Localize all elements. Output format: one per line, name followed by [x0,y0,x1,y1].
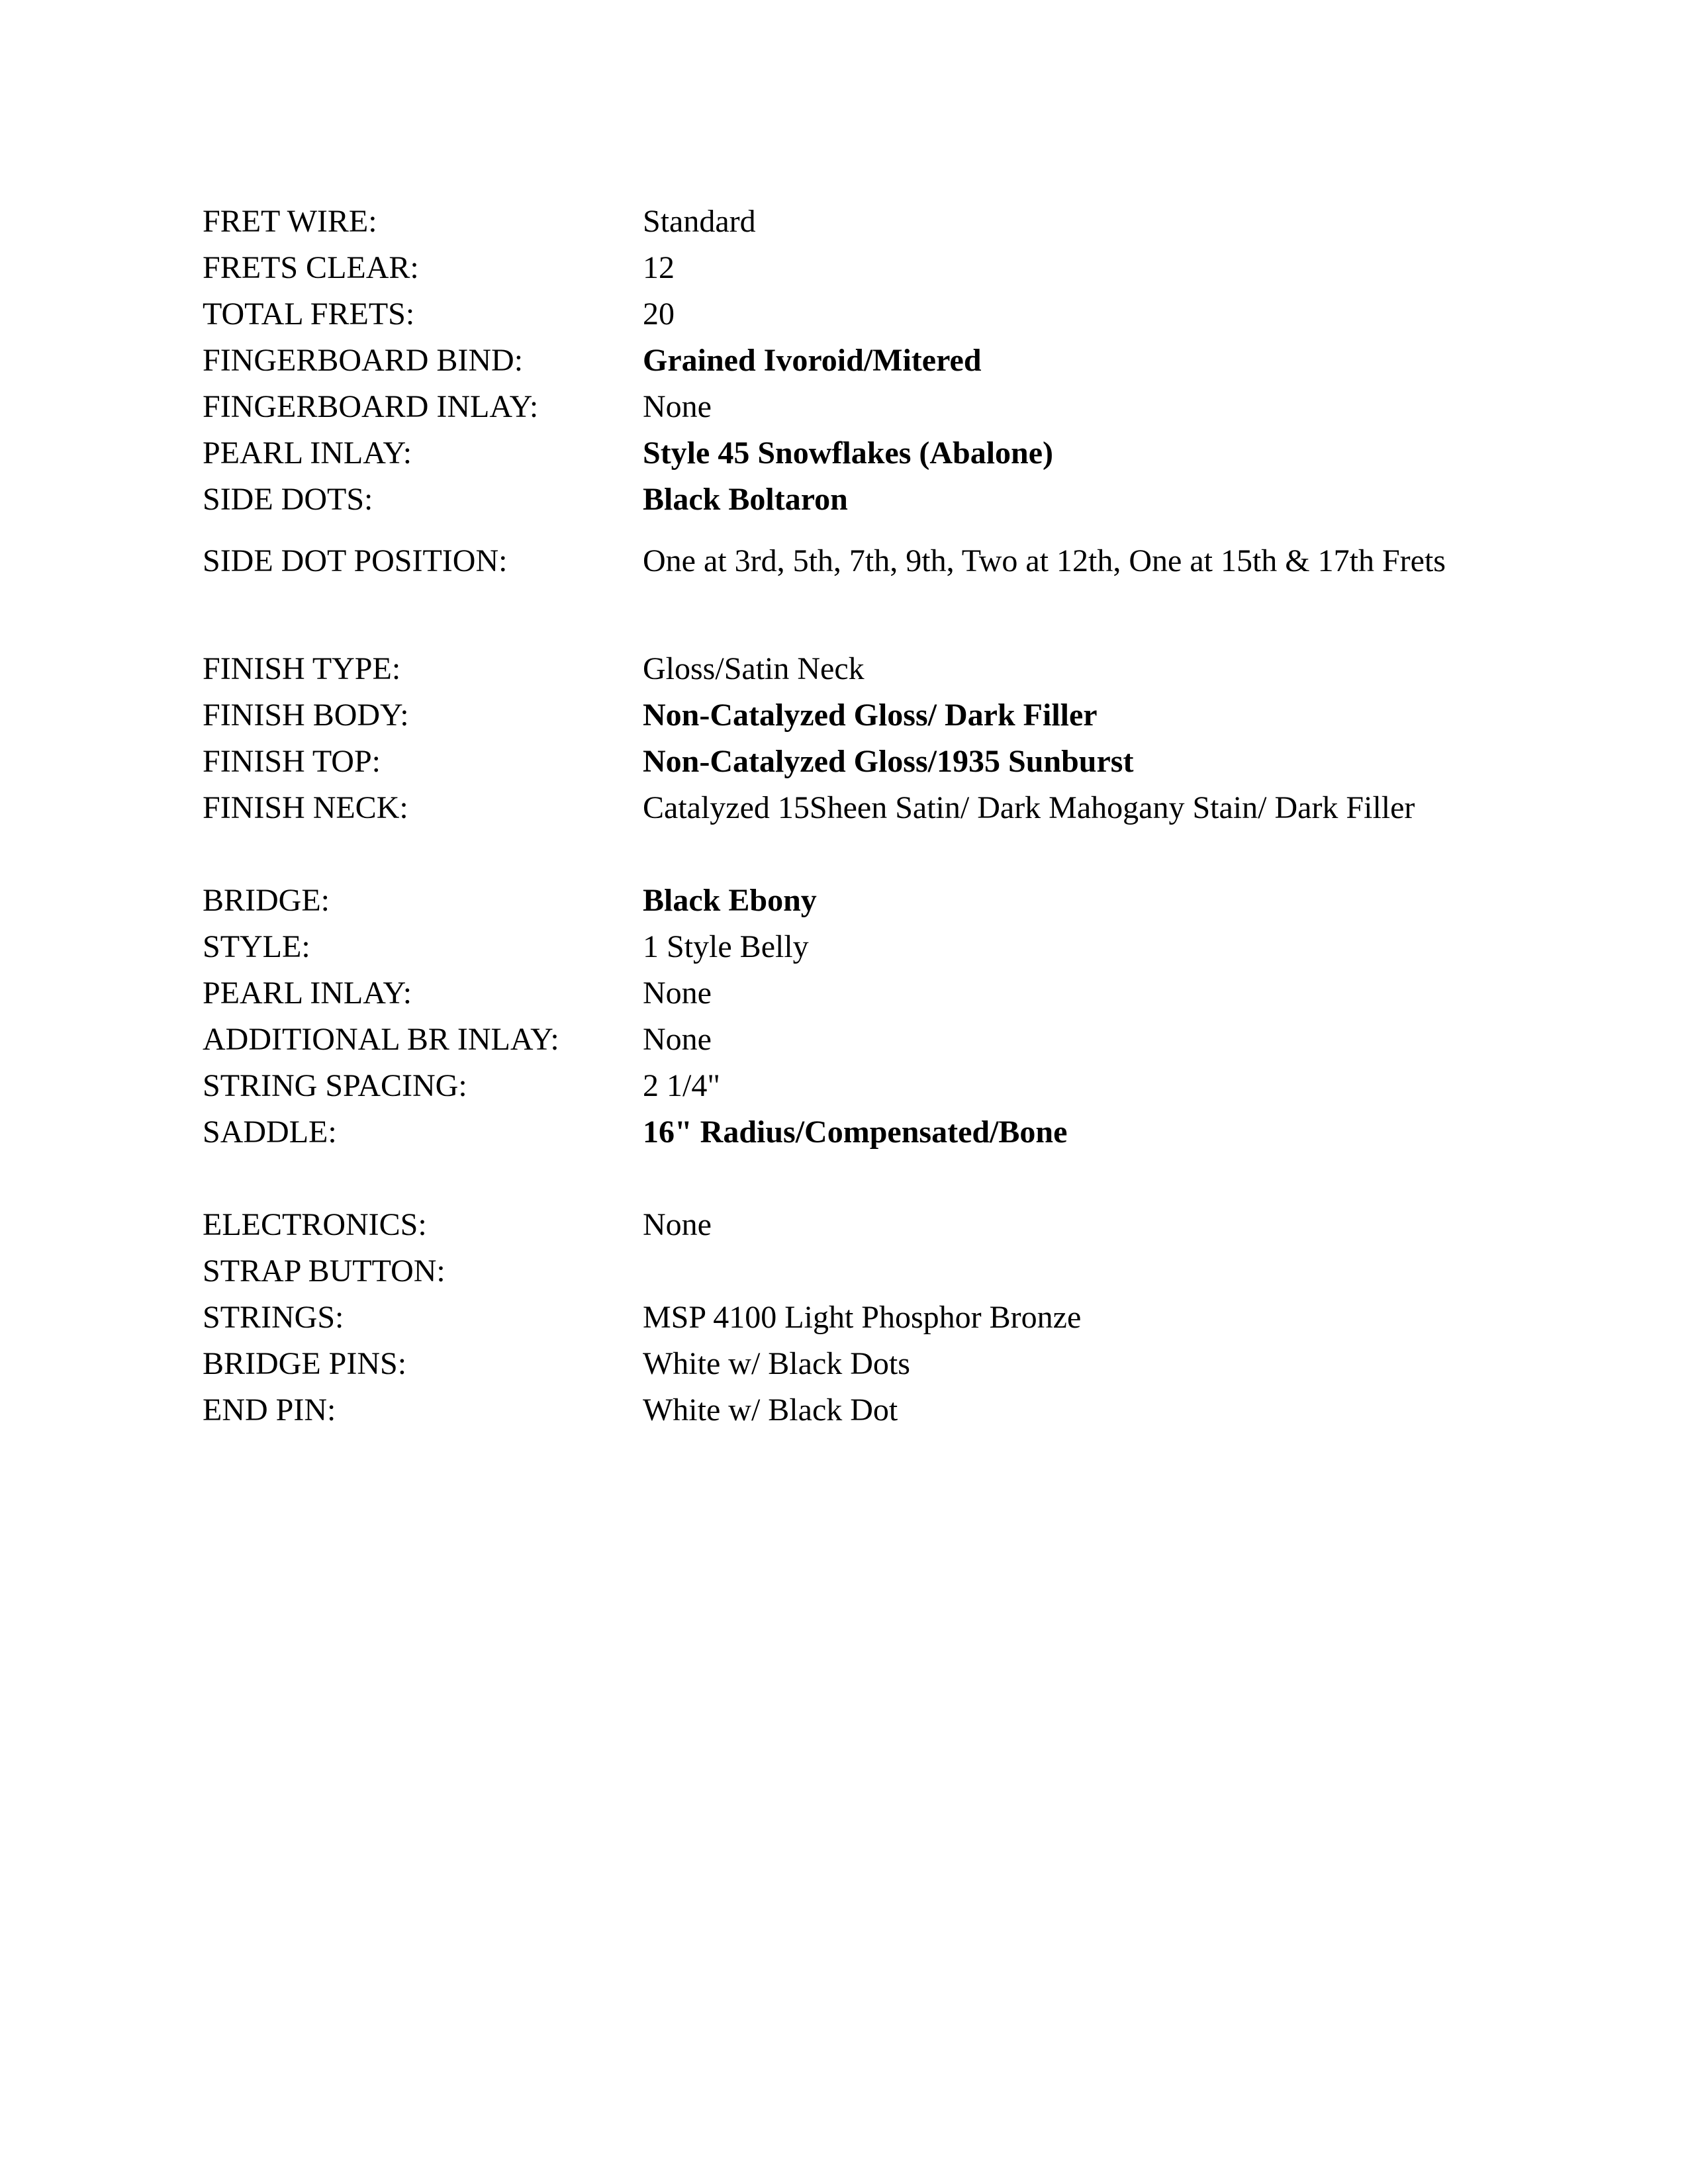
spec-value: Catalyzed 15Sheen Satin/ Dark Mahogany Stain/ Dark Filler [643,790,1415,825]
spec-value: None [643,1207,712,1242]
spec-label: ELECTRONICS: [203,1207,427,1242]
spec-row [203,970,1500,1017]
spec-label: BRIDGE: [203,883,330,918]
spec-value: 20 [643,296,675,332]
spec-label: FINISH TOP: [203,744,381,779]
spec-label: PEARL INLAY: [203,435,412,471]
spec-value: One at 3rd, 5th, 7th, 9th, Two at 12th, One at 15th & 17th Frets [643,543,1446,578]
spec-label: END PIN: [203,1392,336,1428]
spec-group [203,199,1500,600]
spec-row [203,739,1500,785]
spec-row [203,384,1500,430]
spec-value: 2 1/4" [643,1068,720,1103]
spec-row [203,1109,1500,1156]
spec-label: FRETS CLEAR: [203,250,419,285]
spec-value: None [643,976,712,1011]
spec-value: Standard [643,204,756,239]
spec-row [203,878,1500,924]
spec-row [203,477,1500,523]
spec-row [203,245,1500,291]
spec-label: FINISH NECK: [203,790,408,825]
spec-value: White w/ Black Dot [643,1392,898,1428]
spec-label: PEARL INLAY: [203,976,412,1011]
spec-value: Gloss/Satin Neck [643,651,865,686]
spec-row [203,785,1500,831]
spec-label: SADDLE: [203,1115,337,1150]
spec-list [203,199,1500,1480]
spec-group [203,1202,1500,1433]
spec-row [203,523,1500,600]
spec-label: SIDE DOTS: [203,482,373,517]
spec-label: ADDITIONAL BR INLAY: [203,1022,559,1057]
spec-label: STRING SPACING: [203,1068,467,1103]
spec-row [203,338,1500,384]
spec-value: None [643,1022,712,1057]
spec-label: STRINGS: [203,1300,344,1335]
spec-label: TOTAL FRETS: [203,296,415,332]
spec-label: SIDE DOT POSITION: [203,543,508,578]
spec-label: FRET WIRE: [203,204,377,239]
spec-row [203,291,1500,338]
spec-row [203,1063,1500,1109]
spec-value: 16" Radius/Compensated/Bone [643,1115,1068,1150]
spec-label: FINGERBOARD INLAY: [203,389,539,424]
spec-value: Black Ebony [643,883,817,918]
spec-row [203,199,1500,245]
spec-value: Grained Ivoroid/Mitered [643,343,982,378]
spec-label: BRIDGE PINS: [203,1346,407,1381]
spec-value: Non-Catalyzed Gloss/ Dark Filler [643,698,1098,733]
spec-label: STYLE: [203,929,310,964]
spec-value: White w/ Black Dots [643,1346,910,1381]
spec-value: MSP 4100 Light Phosphor Bronze [643,1300,1082,1335]
spec-value: Black Boltaron [643,482,848,517]
spec-row [203,1248,1500,1295]
spec-label: FINISH TYPE: [203,651,401,686]
spec-value: Style 45 Snowflakes (Abalone) [643,435,1054,471]
spec-value: 12 [643,250,675,285]
spec-label: STRAP BUTTON: [203,1253,445,1289]
spec-row [203,924,1500,970]
spec-value: Non-Catalyzed Gloss/1935 Sunburst [643,744,1134,779]
spec-value: None [643,389,712,424]
spec-row [203,430,1500,477]
spec-label: FINGERBOARD BIND: [203,343,524,378]
spec-row [203,646,1500,692]
spec-label: FINISH BODY: [203,698,409,733]
spec-group [203,646,1500,831]
spec-row [203,1387,1500,1433]
spec-group [203,878,1500,1156]
spec-value: 1 Style Belly [643,929,809,964]
spec-row [203,1017,1500,1063]
spec-row [203,1202,1500,1248]
spec-row [203,1295,1500,1341]
spec-row [203,692,1500,739]
spec-row [203,1341,1500,1387]
